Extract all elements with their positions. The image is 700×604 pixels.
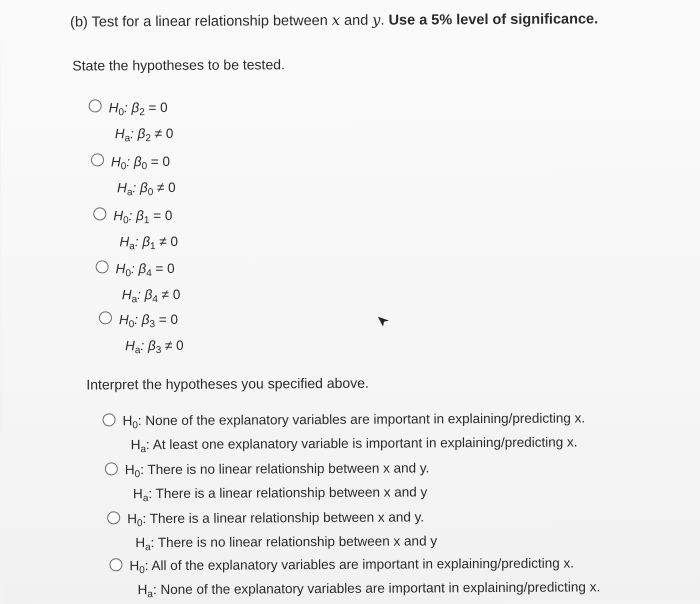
ha-line: $H_a$: None of the explanatory variables are important in explaining/predicting x. <box>137 579 601 601</box>
hypothesis-lines <box>113 204 178 256</box>
h0-line: $H_0$: There is no linear relationship between x and y. <box>124 460 430 481</box>
hypothesis-option-3[interactable] <box>93 204 178 257</box>
h0-line: $H_0$: $\beta_0 = 0$ <box>110 153 171 173</box>
interpret-prompt: Interpret the hypotheses you specified above. <box>86 374 369 393</box>
interpret-lines <box>127 506 437 556</box>
radio-button[interactable] <box>99 311 112 324</box>
h0-line: $H_0$: $\beta_4 = 0$ <box>115 260 175 280</box>
hypothesis-lines <box>116 257 181 309</box>
interpret-option-3[interactable] <box>107 506 437 556</box>
h0-line: $H_0$: All of the explanatory variables are important in explaining/predicting x. <box>129 555 575 577</box>
significance-level-text: Use a 5% level of significance. <box>388 11 599 29</box>
and-text: and <box>343 12 369 29</box>
question-part-text: (b) Test for a linear relationship between <box>70 12 328 31</box>
radio-button[interactable] <box>107 511 120 524</box>
hypothesis-option-2[interactable] <box>91 150 176 203</box>
period-text: . <box>380 12 385 29</box>
ha-line: $H_a$: There is no linear relationship between x and y <box>135 533 438 554</box>
ha-line: $H_a$: $\beta_0 \ne 0$ <box>117 179 176 199</box>
radio-button[interactable] <box>89 99 102 112</box>
hypotheses-prompt: State the hypotheses to be tested. <box>72 56 285 74</box>
h0-line: $H_0$: None of the explanatory variables are important in explaining/predicting x. <box>122 410 586 432</box>
radio-button[interactable] <box>109 558 122 571</box>
interpret-lines <box>125 457 430 507</box>
question-title <box>70 11 598 30</box>
interpret-option-1[interactable] <box>103 407 586 458</box>
radio-button[interactable] <box>91 153 104 166</box>
h0-line: $H_0$: $\beta_1 = 0$ <box>113 207 173 227</box>
radio-button[interactable] <box>96 260 109 273</box>
h0-line: $H_0$: $\beta_3 = 0$ <box>118 311 179 331</box>
interpret-lines <box>129 552 600 603</box>
hypothesis-lines <box>119 308 184 360</box>
h0-line: $H_0$: $\beta_2 = 0$ <box>108 99 168 119</box>
ha-line: $H_a$: $\beta_4 \ne 0$ <box>121 286 181 306</box>
ha-line: $H_a$: $\beta_2 \ne 0$ <box>114 125 174 145</box>
interpret-lines <box>123 407 586 458</box>
interpret-option-4[interactable] <box>109 552 600 603</box>
hypothesis-lines <box>111 150 176 202</box>
radio-button[interactable] <box>105 462 118 475</box>
radio-button[interactable] <box>93 207 106 220</box>
h0-line: $H_0$: There is a linear relationship between x and y. <box>127 509 425 530</box>
hypothesis-lines <box>109 96 174 148</box>
hypothesis-option-5[interactable] <box>99 308 184 361</box>
ha-line: $H_a$: $\beta_1 \ne 0$ <box>119 233 179 253</box>
ha-line: $H_a$: There is a linear relationship between x and y <box>132 484 428 505</box>
var-y: y <box>372 12 381 29</box>
ha-line: $H_a$: At least one explanatory variable is important in explaining/predicting x. <box>130 434 578 456</box>
radio-button[interactable] <box>103 413 116 426</box>
ha-line: $H_a$: $\beta_3 \ne 0$ <box>125 337 184 357</box>
hypothesis-option-1[interactable] <box>89 96 174 149</box>
hypothesis-option-4[interactable] <box>96 257 181 310</box>
var-x: x <box>331 12 341 29</box>
interpret-option-2[interactable] <box>105 457 430 507</box>
mouse-pointer-icon <box>377 314 391 328</box>
